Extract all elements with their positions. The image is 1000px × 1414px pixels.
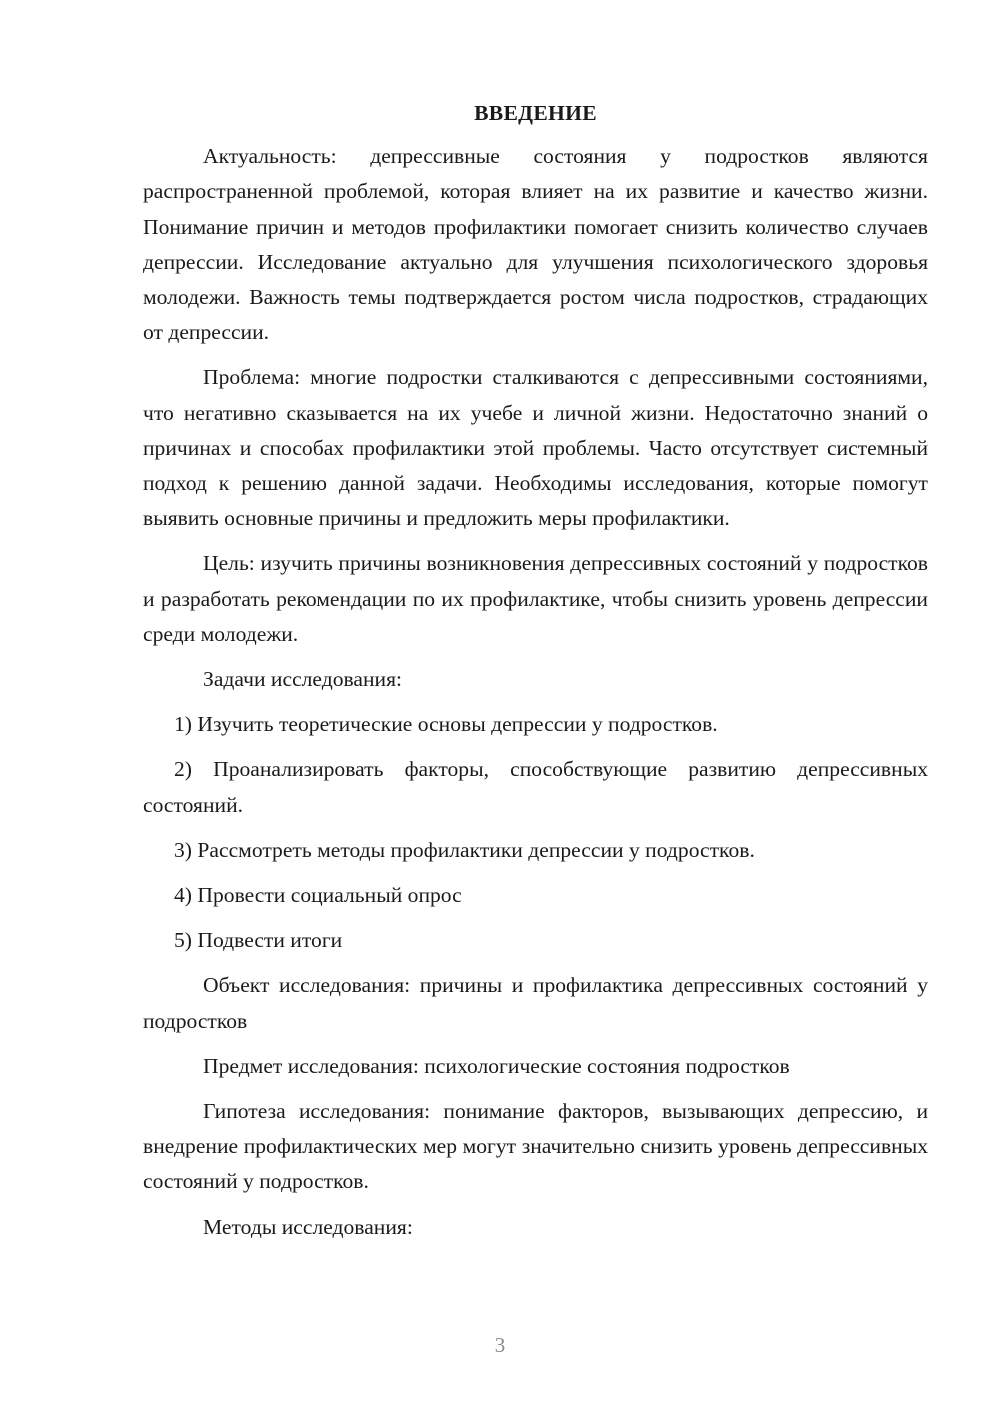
tasks-heading: Задачи исследования: [203,667,403,692]
problem-paragraph: Проблема: многие подростки сталкиваются с депрессивными состояниями, что негативно сказывается на их учебе и личной жизни. Недостаточно знаний о причинах и способах профилактики этой проблемы. Часто отсутствует системный подход к решению данной задачи. Необходимы исследования, которые помогут выявить основные причины и предложить меры профилактики. [143,365,928,531]
task-item: 1) Изучить теоретические основы депрессии у подростков. [174,712,718,737]
page-number: 3 [494,1333,506,1357]
hypothesis-paragraph: Гипотеза исследования: понимание факторов, вызывающих депрессию, и внедрение профилактических мер могут значительно снизить уровень депрессивных состояний у подростков. [143,1099,928,1194]
page-content [143,96,928,1255]
object-paragraph: Объект исследования: причины и профилактика депрессивных состояний у подростков [143,973,928,1033]
task-item: 2) Проанализировать факторы, способствующие развитию депрессивных состояний. [143,757,928,817]
section-title: ВВЕДЕНИЕ [474,101,597,125]
subject-paragraph: Предмет исследования: психологические состояния подростков [203,1053,790,1078]
goal-paragraph: Цель: изучить причины возникновения депрессивных состояний у подростков и разработать рекомендации по их профилактике, чтобы снизить уровень депрессии среди молодежи. [143,551,928,646]
task-item: 3) Рассмотреть методы профилактики депрессии у подростков. [174,837,755,862]
task-item: 4) Провести социальный опрос [174,883,462,908]
task-item: 5) Подвести итоги [174,928,343,953]
methods-heading: Методы исследования: [203,1214,413,1239]
relevance-paragraph: Актуальность: депрессивные состояния у подростков являются распространенной проблемой, которая влияет на их развитие и качество жизни. Понимание причин и методов профилактики помогает снизить количество случаев депрессии. Исследование актуально для улучшения психологического здоровья молодежи. Важность темы подтверждается ростом числа подростков, страдающих от депрессии. [143,144,928,345]
